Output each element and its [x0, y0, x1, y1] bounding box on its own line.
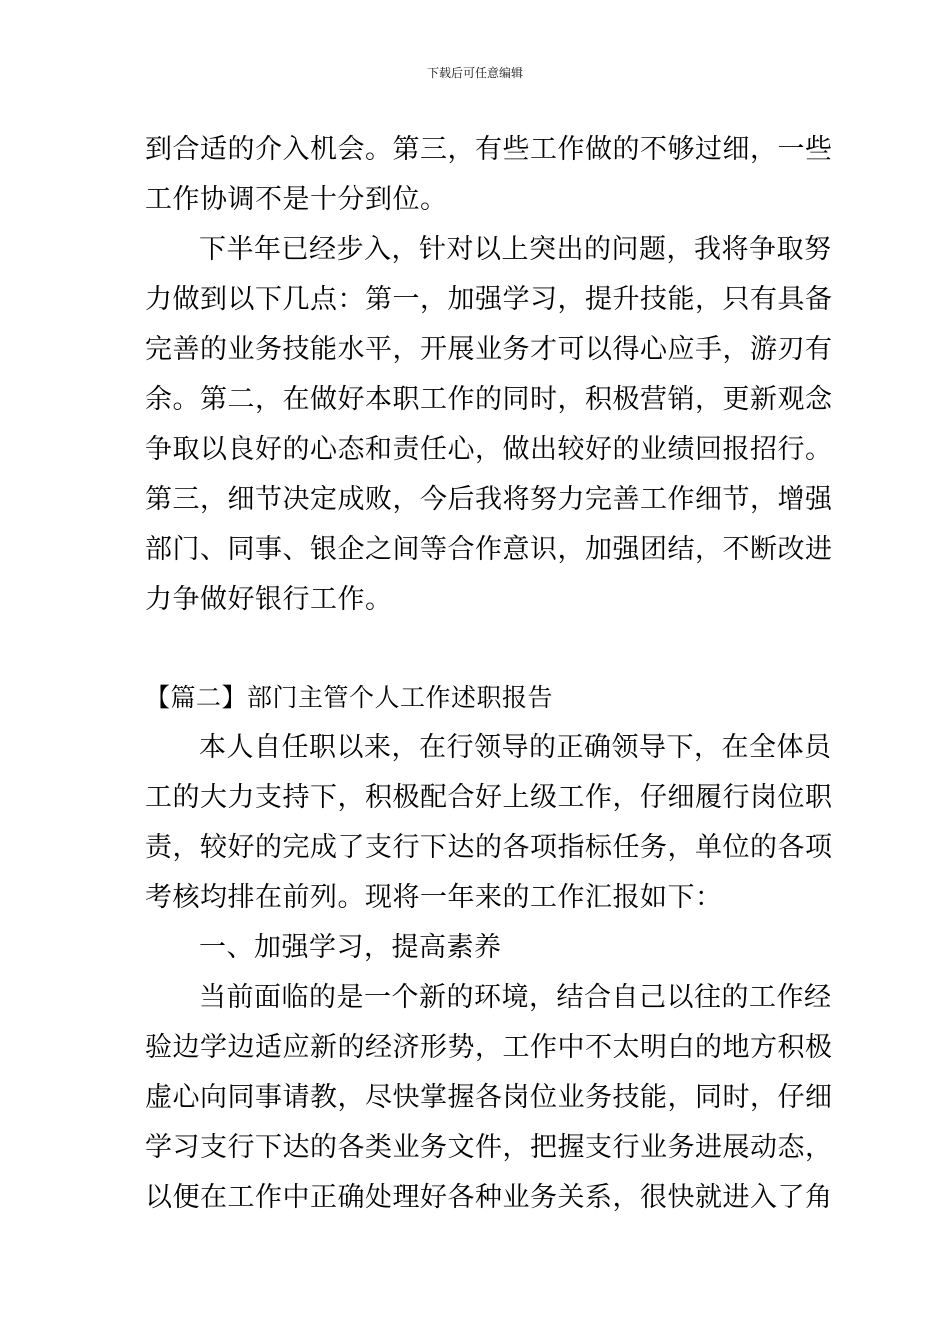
text-line: 学习支行下达的各类业务文件，把握支行业务进展动态， — [145, 1132, 833, 1163]
text-line: 考核均排在前列。现将一年来的工作汇报如下： — [145, 882, 723, 913]
paragraph-3 — [145, 723, 833, 923]
text-line: 下半年已经步入，针对以上突出的问题，我将争取努 — [199, 234, 832, 265]
text-line: 当前面临的是一个新的环境，结合自己以往的工作经 — [199, 982, 832, 1013]
document-body — [145, 125, 833, 1223]
text-line: 责，较好的完成了支行下达的各项指标任务，单位的各项 — [145, 832, 833, 863]
text-line: 本人自任职以来，在行领导的正确领导下，在全体员 — [199, 732, 832, 763]
subheading: 一、加强学习，提高素养 — [199, 932, 502, 963]
text-line: 部门、同事、银企之间等合作意识，加强团结，不断改进 — [145, 534, 833, 565]
text-line: 争取以良好的心态和责任心，做出较好的业绩回报招行。 — [145, 434, 833, 465]
paragraph-4 — [145, 973, 833, 1223]
section-gap — [145, 625, 810, 673]
text-line: 工的大力支持下，积极配合好上级工作，仔细履行岗位职 — [145, 782, 833, 813]
text-line: 力做到以下几点：第一，加强学习，提升技能，只有具备 — [145, 284, 833, 315]
text-line: 虚心向同事请教，尽快掌握各岗位业务技能，同时，仔细 — [145, 1082, 833, 1113]
text-line: 验边学边适应新的经济形势，工作中不太明白的地方积极 — [145, 1032, 833, 1063]
text-line: 完善的业务技能水平，开展业务才可以得心应手，游刃有 — [145, 334, 833, 365]
paragraph-1 — [145, 125, 833, 225]
text-line: 到合适的介入机会。第三，有些工作做的不够过细，一些 — [145, 134, 833, 165]
text-line: 第三，细节决定成败，今后我将努力完善工作细节，增强 — [145, 484, 833, 515]
text-line: 余。第二，在做好本职工作的同时，积极营销，更新观念 — [145, 384, 833, 415]
text-line: 以便在工作中正确处理好各种业务关系，很快就进入了角 — [145, 1182, 833, 1213]
paragraph-2 — [145, 225, 833, 625]
page-header: 下载后可任意编辑 — [426, 66, 523, 80]
text-line: 工作协调不是十分到位。 — [145, 184, 448, 215]
section-title: 【篇二】部门主管个人工作述职报告 — [145, 683, 554, 712]
text-line: 力争做好银行工作。 — [145, 584, 393, 615]
